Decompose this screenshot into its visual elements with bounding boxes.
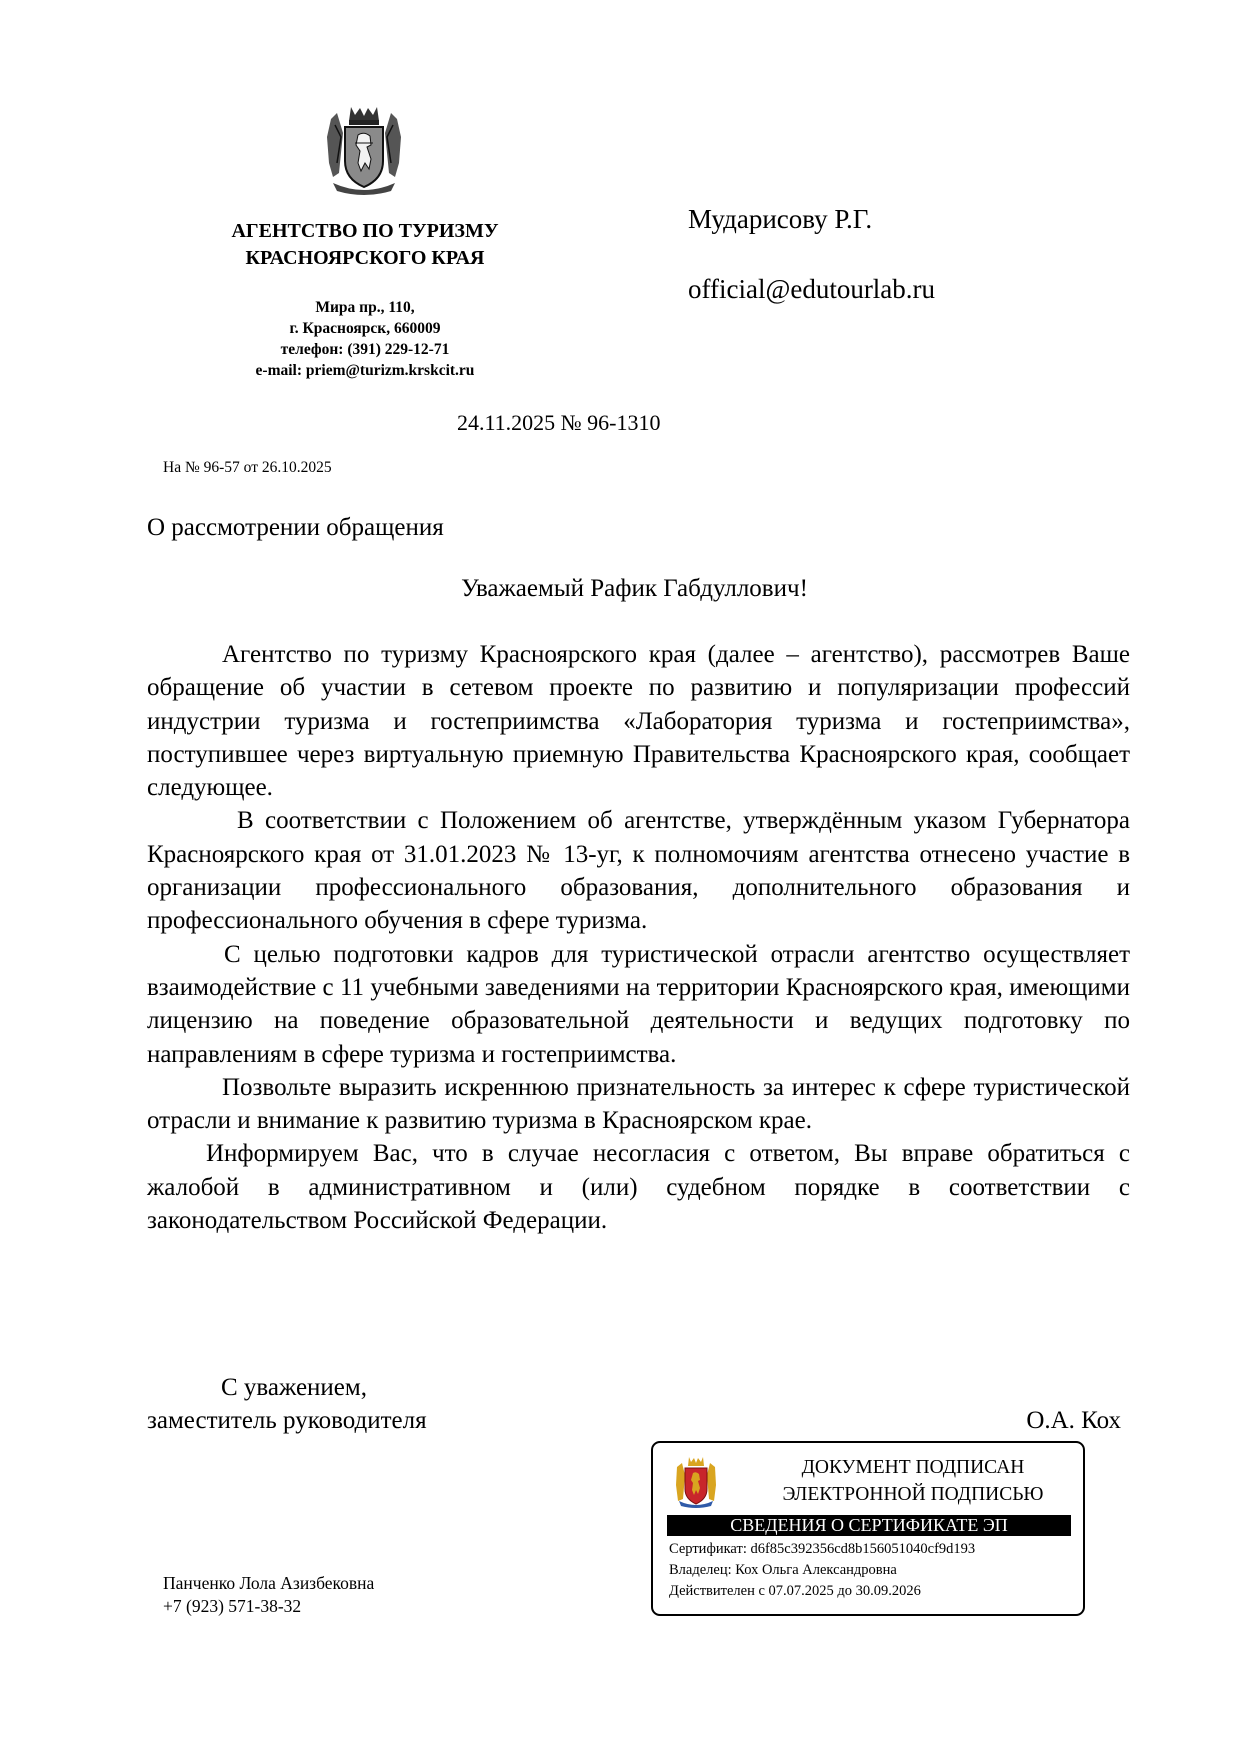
signer-position: заместитель руководителя <box>147 1407 427 1434</box>
certificate-info-header: СВЕДЕНИЯ О СЕРТИФИКАТЕ ЭП <box>667 1515 1071 1536</box>
agency-phone: телефон: (391) 229-12-71 <box>280 341 450 358</box>
agency-contacts <box>140 297 590 381</box>
letter-subject: О рассмотрении обращения <box>147 514 444 541</box>
document-number: 24.11.2025 № 96-1310 <box>457 410 661 435</box>
agency-email: e-mail: priem@turizm.krskcit.ru <box>255 362 475 379</box>
recipient-name: Мударисову Р.Г. <box>688 204 873 234</box>
body-paragraph: Агентство по туризму Красноярского края (далее – агентство), рассмотрев Ваше обращение об участии в сетевом проекте по развитию и популяризации профессий индустрии туризма и гостеприимства «Лаборатория туризма и гостеприимства», поступившее через виртуальную приемную Правительства Красноярского края, сообщает следующее. <box>147 641 1130 802</box>
letter-greeting: Уважаемый Рафик Габдуллович! <box>461 575 808 602</box>
recipient-email: official@edutourlab.ru <box>688 274 936 304</box>
certificate-details <box>669 1539 975 1602</box>
body-paragraph: Позвольте выразить искреннюю признательность за интерес к сфере туристической отрасли и внимание к развитию туризма в Красноярском крае. <box>147 1073 1130 1135</box>
executor-phone: +7 (923) 571-38-32 <box>163 1596 302 1616</box>
signer-name: О.А. Кох <box>1026 1407 1121 1434</box>
body-paragraph: В соответствии с Положением об агентстве, утверждённым указом Губернатора Красноярского края от 31.01.2023 № 13-уг, к полномочиям агентства отнесено участие в организации профессионального образования, дополнительного образования и профессионального обучения в сфере туризма. <box>147 807 1130 935</box>
body-paragraph: С целью подготовки кадров для туристической отрасли агентство осуществляет взаимодействие с 11 учебными заведениями на территории Красноярского края, имеющими лицензию на поведение образовательной деятельности и ведущих подготовку по направлениям в сфере туризма и гостеприимства. <box>147 940 1130 1068</box>
address-line2: г. Красноярск, 660009 <box>289 320 441 337</box>
stamp-title <box>748 1454 1078 1508</box>
address-line1: Мира пр., 110, <box>315 299 415 316</box>
coat-of-arms-icon <box>674 1455 718 1509</box>
closing-phrase: С уважением, <box>221 1374 367 1401</box>
stamp-title-line2: ЭЛЕКТРОННОЙ ПОДПИСЬЮ <box>782 1484 1044 1505</box>
body-paragraph: Информируем Вас, что в случае несогласия с ответом, Вы вправе обратиться с жалобой в административном и (или) судебном порядке в соответствии с законодательством Российской Федерации. <box>147 1140 1130 1235</box>
agency-name-line1: АГЕНТСТВО ПО ТУРИЗМУ <box>231 220 499 242</box>
executor-info <box>163 1572 374 1618</box>
certificate-validity: Действителен с 07.07.2025 до 30.09.2026 <box>669 1583 921 1599</box>
stamp-title-line1: ДОКУМЕНТ ПОДПИСАН <box>801 1457 1025 1478</box>
agency-name-line2: КРАСНОЯРСКОГО КРАЯ <box>245 247 485 269</box>
letter-body <box>147 638 1130 1237</box>
certificate-id: Сертификат: d6f85c392356cd8b156051040cf9d193 <box>669 1541 976 1557</box>
agency-name <box>140 218 590 272</box>
reply-reference: На № 96-57 от 26.10.2025 <box>163 459 332 476</box>
certificate-owner: Владелец: Кох Ольга Александровна <box>669 1562 897 1578</box>
executor-name: Панченко Лола Азизбековна <box>163 1573 375 1593</box>
e-signature-stamp <box>651 1441 1085 1616</box>
coat-of-arms-icon <box>325 103 403 197</box>
